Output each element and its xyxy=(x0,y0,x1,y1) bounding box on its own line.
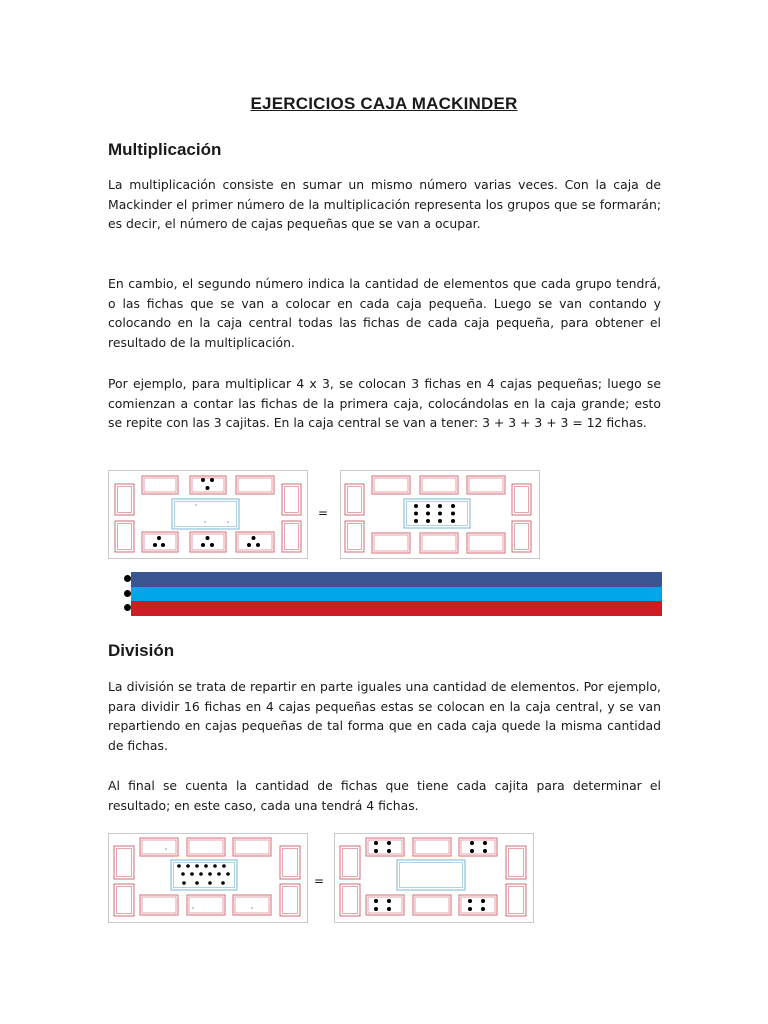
multiplication-mackinder-box-before xyxy=(108,470,308,559)
multiplication-paragraph-1: La multiplicación consiste en sumar un mismo número varias veces. Con la caja de Mackinder el primer número de la multiplicación representa los grupos que se formarán; es decir, el número de cajas pequeñas que se van a ocupar. xyxy=(108,177,661,232)
multiplication-paragraph-2: En cambio, el segundo número indica la cantidad de elementos que cada grupo tendrá, o las fichas que se van a colocar en cada caja pequeña. Luego se van contando y colocando en la caja central todas las fichas de cada caja pequeña, para obtener el resultado de la multiplicación. xyxy=(108,276,661,350)
bullet-icon xyxy=(124,575,131,582)
bullet-icon xyxy=(124,604,131,611)
decorative-color-bands xyxy=(125,572,662,616)
multiplication-paragraph-3: Por ejemplo, para multiplicar 4 x 3, se colocan 3 fichas en 4 cajas pequeñas; luego se comienzan a contar las fichas de la primera caja, colocándolas en la caja grande; esto se repite con las 3 cajitas. En la caja central se van a tener: 3 + 3 + 3 + 3 = 12 fichas. xyxy=(108,376,661,431)
band-cyan xyxy=(125,587,662,602)
bullet-icon xyxy=(124,590,131,597)
division-paragraph-2: Al final se cuenta la cantidad de fichas que tiene cada cajita para determinar el resultado; en este caso, cada una tendrá 4 fichas. xyxy=(108,778,661,813)
band-fill xyxy=(131,572,662,587)
division-mackinder-box-before xyxy=(108,833,308,923)
band-blue xyxy=(125,572,662,587)
division-paragraph-1: La división se trata de repartir en parte iguales una cantidad de elementos. Por ejemplo, para dividir 16 fichas en 4 cajas pequeñas estas se colocan en la caja central, y se van repartiendo en cajas pequeñas de tal forma que en cada caja quede la misma cantidad de fichas. xyxy=(108,679,661,753)
multiplication-heading: Multiplicación xyxy=(108,140,222,159)
band-fill xyxy=(131,587,662,602)
band-red xyxy=(125,601,662,616)
multiplication-mackinder-box-after xyxy=(340,470,540,559)
division-equals-sign: = xyxy=(314,874,325,888)
document-title: EJERCICIOS CAJA MACKINDER xyxy=(250,94,518,113)
division-mackinder-box-after xyxy=(334,833,534,923)
multiplication-equals-sign: = xyxy=(318,506,329,520)
band-fill xyxy=(131,601,662,616)
division-heading: División xyxy=(108,641,175,660)
